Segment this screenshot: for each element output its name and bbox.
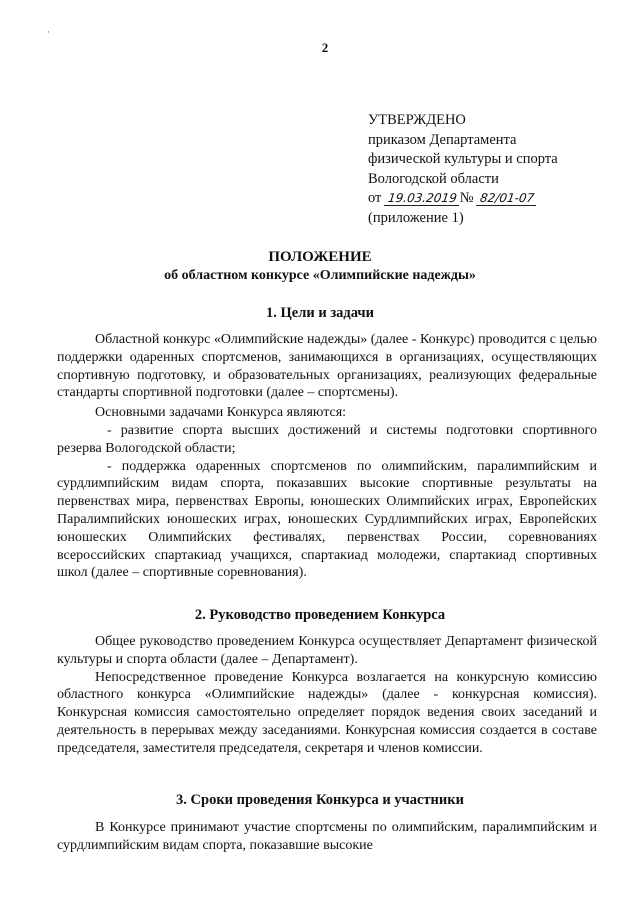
approval-heading: УТВЕРЖДЕНО: [368, 112, 466, 128]
date-prefix: от: [368, 190, 382, 206]
section-body: [57, 633, 597, 758]
approval-line: приказом Департамента: [368, 131, 517, 148]
approval-appendix: (приложение 1): [368, 209, 464, 226]
paragraph: Основными задачами Конкурса являются:: [95, 405, 347, 421]
section-heading: 2. Руководство проведением Конкурса: [194, 607, 446, 623]
page-number: 2: [321, 40, 329, 55]
document-title: ПОЛОЖЕНИЕ: [268, 249, 372, 265]
section-heading: 3. Сроки проведения Конкурса и участники: [176, 792, 464, 808]
paragraph: Непосредственное проведение Конкурса возлагается на конкурсную комиссию областного конкурса «Олимпийские надежды» (далее - конкурсная комиссия). Конкурсная комиссия самостоятельно определяет порядок ведения своих заседаний и деятельность в перерывах между заседаниями. Конкурсная комиссия создается в составе председателя, заместителя председателя, секретаря и членов комиссии.: [57, 669, 597, 756]
approval-block: [368, 111, 558, 228]
paragraph: В Конкурсе принимают участие спортсмены по олимпийским, паралимпийским и сурдлимпийским видам спорта, показавшие высокие: [57, 820, 597, 853]
section-heading: 1. Цели и задачи: [266, 305, 374, 321]
paragraph: Областной конкурс «Олимпийские надежды» (далее - Конкурс) проводится с целью поддержки одаренных спортсменов, занимающихся в организациях, осуществляющих спортивную подготовку, и образовательных организациях, реализующих федеральные стандарты спортивной подготовки (далее – спортсмены).: [57, 332, 597, 401]
number-prefix: №: [459, 190, 474, 206]
section-body: [57, 819, 597, 855]
section-body: [57, 331, 597, 582]
list-item: - поддержка одаренных спортсменов по олимпийским, паралимпийским и сурдлимпийским видам спорта, показавших высокие спортивные результаты на первенствах мира, первенствах Европы, юношеских Олимпийских играх, Европейских Паралимпийских юношеских играх, юношеских Сурдлимпийских играх, Европейских юношеских Олимпийских фестивалях, первенствах России, соревнованиях всероссийских спартакиад учащихся, спартакиад молодежи, спартакиад спортивных школ (далее – спортивные соревнования).: [57, 458, 597, 581]
document-subtitle: об областном конкурсе «Олимпийские надежды»: [164, 268, 476, 283]
handwritten-order-number: 82/01-07: [476, 191, 538, 206]
handwritten-date: 19.03.2019: [384, 191, 461, 206]
scan-mark: ·: [47, 27, 50, 37]
approval-line: Вологодской области: [368, 170, 499, 187]
paragraph: Общее руководство проведением Конкурса осуществляет Департамент физической культуры и спорта области (далее – Департамент).: [57, 634, 597, 667]
list-item: - развитие спорта высших достижений и системы подготовки спортивного резерва Вологодской области;: [57, 422, 597, 456]
approval-date-line: [368, 189, 558, 209]
approval-line: физической культуры и спорта: [368, 151, 558, 167]
